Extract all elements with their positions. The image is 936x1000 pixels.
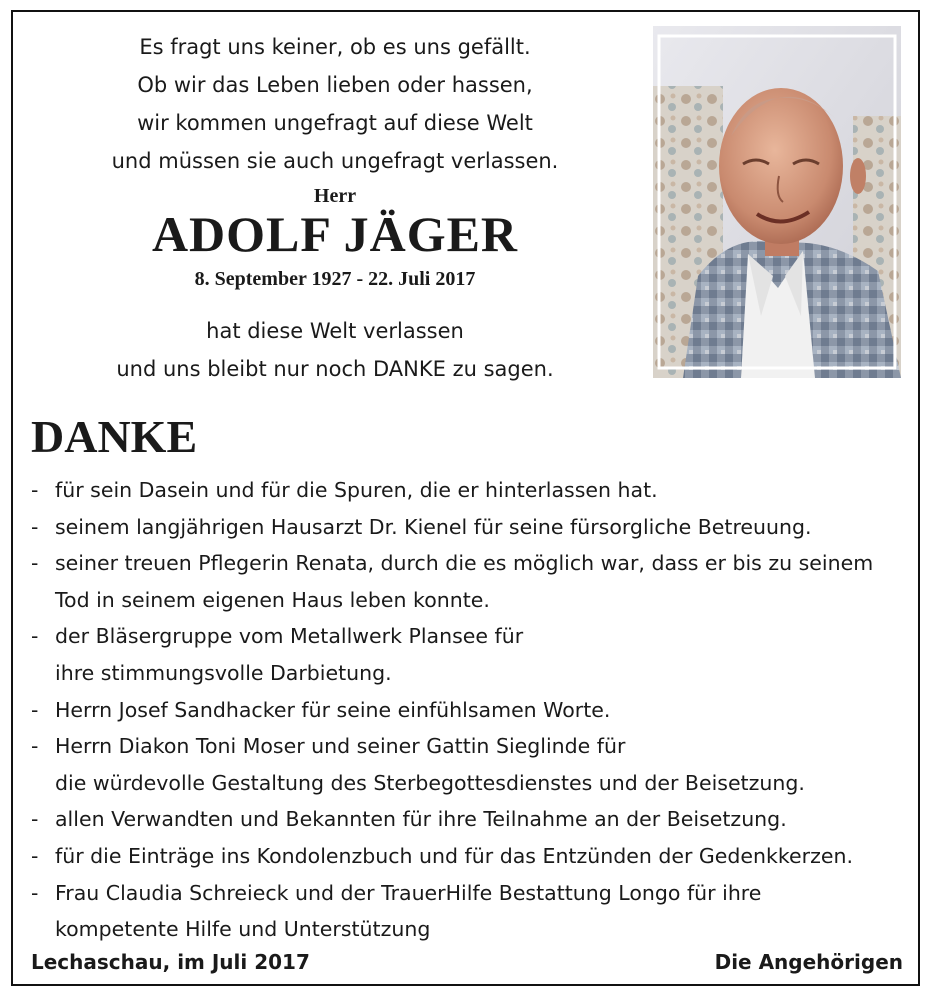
list-item: [31, 838, 911, 875]
bullet-dash: -: [31, 478, 39, 502]
bullet-dash: -: [31, 624, 39, 649]
thanks-text: seinem langjährigen Hausarzt Dr. Kienel für seine fürsorgliche Betreuung.: [55, 514, 812, 539]
poem-line: und müssen sie auch ungefragt verlassen.: [111, 149, 559, 173]
bullet-dash: -: [31, 807, 39, 832]
thanks-text: für die Einträge ins Kondolenzbuch und für das Entzünden der Gedenkkerzen.: [55, 843, 853, 868]
list-item: [31, 801, 911, 838]
thanks-text: allen Verwandten und Bekannten für ihre Teilnahme an der Beisetzung.: [55, 807, 787, 832]
life-dates: 8. September 1927 - 22. Juli 2017: [194, 268, 476, 290]
bullet-dash: -: [31, 514, 39, 539]
list-item: [31, 692, 911, 729]
list-item: [31, 545, 911, 618]
bullet-dash: -: [31, 843, 39, 868]
bullet-dash: -: [31, 880, 39, 905]
closing-text: [20, 312, 650, 388]
closing-line: hat diese Welt verlassen: [206, 319, 464, 343]
list-item: [31, 728, 911, 801]
poem-line: Es fragt uns keiner, ob es uns gefällt.: [139, 35, 531, 59]
deceased-name: ADOLF JÄGER: [151, 206, 519, 262]
list-item: [31, 618, 911, 691]
thanks-text: für sein Dasein und für die Spuren, die er hinterlassen hat.: [55, 478, 658, 502]
thanks-list: [31, 472, 911, 948]
poem-line: Ob wir das Leben lieben oder hassen,: [137, 73, 533, 97]
thanks-text: Frau Claudia Schreieck und der TrauerHilfe Bestattung Longo für ihre kompetente Hilfe und Unterstützung: [55, 880, 762, 942]
bullet-dash: -: [31, 697, 39, 722]
list-item: [31, 509, 911, 546]
danke-heading: DANKE: [31, 411, 198, 462]
honorific: Herr: [313, 185, 357, 207]
poem: [20, 28, 650, 180]
poem-line: wir kommen ungefragt auf diese Welt: [137, 111, 533, 135]
thanks-text: Herrn Josef Sandhacker für seine einfühlsamen Worte.: [55, 697, 611, 722]
thanks-text: Herrn Diakon Toni Moser und seiner Gattin Sieglinde für die würdevolle Gestaltung des Sterbegottesdienstes und der Beisetzung.: [55, 734, 805, 795]
signature: Die Angehörigen: [714, 950, 903, 974]
portrait-photo: [653, 26, 901, 378]
thanks-text: der Bläsergruppe vom Metallwerk Plansee für ihre stimmungsvolle Darbietung.: [55, 624, 524, 685]
list-item: [31, 472, 911, 509]
closing-line: und uns bleibt nur noch DANKE zu sagen.: [116, 357, 554, 381]
place-date: Lechaschau, im Juli 2017: [31, 950, 310, 974]
bullet-dash: -: [31, 734, 39, 759]
list-item: [31, 875, 911, 948]
bullet-dash: -: [31, 551, 39, 576]
thanks-text: seiner treuen Pflegerin Renata, durch die es möglich war, dass er bis zu seinem Tod in seinem eigenen Haus leben konnte.: [55, 551, 874, 612]
